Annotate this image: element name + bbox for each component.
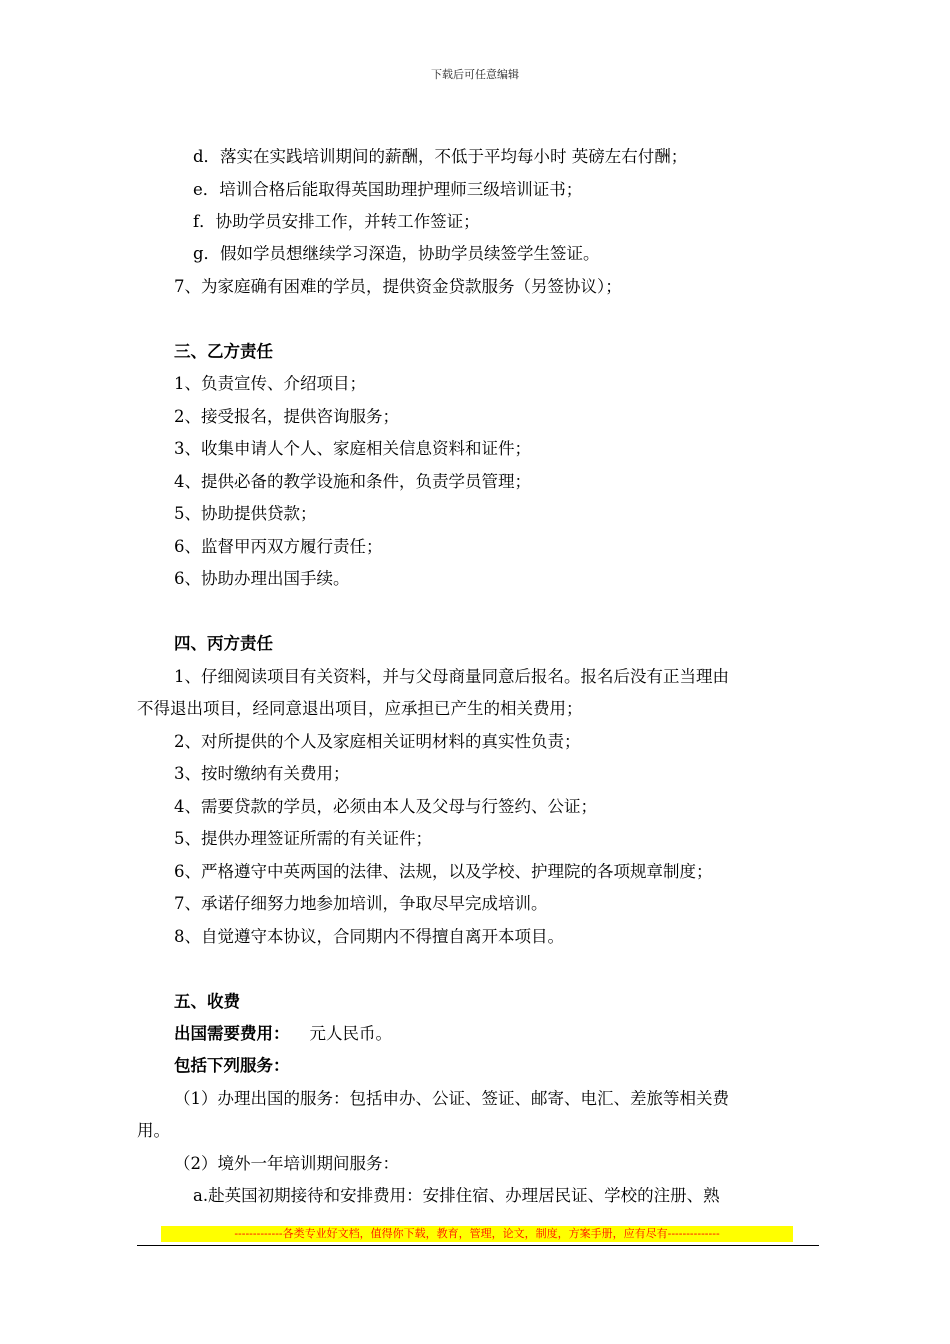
service-item-2a: a.赴英国初期接待和安排费用：安排住宿、办理居民证、学校的注册、熟	[193, 1186, 720, 1205]
fee-value: 元人民币。	[309, 1024, 392, 1043]
party-c-item-8: 8、自觉遵守本协议，合同期内不得擅自离开本项目。	[174, 927, 564, 946]
clause-item-e: e．培训合格后能取得英国助理护理师三级培训证书；	[193, 180, 583, 199]
party-c-item-3: 3、按时缴纳有关费用；	[174, 764, 350, 783]
clause-item-7: 7、为家庭确有困难的学员，提供资金贷款服务（另签协议）；	[174, 277, 622, 296]
section-heading-party-c: 四、丙方责任	[174, 634, 273, 653]
clause-item-f: f．协助学员安排工作，并转工作签证；	[193, 212, 480, 231]
footer-banner: -------------各类专业好文档，值得你下载，教育，管理，论文，制度，方案手册，应有尽有--------------	[161, 1226, 793, 1242]
fee-line	[174, 1023, 392, 1045]
party-b-item-6b: 6、协助办理出国手续。	[174, 569, 350, 588]
party-c-item-7: 7、承诺仔细努力地参加培训，争取尽早完成培训。	[174, 894, 548, 913]
section-heading-fees: 五、收费	[174, 992, 240, 1011]
clause-item-g: g．假如学员想继续学习深造，协助学员续签学生签证。	[193, 244, 600, 263]
party-c-item-6: 6、严格遵守中英两国的法律、法规，以及学校、护理院的各项规章制度；	[174, 862, 713, 881]
party-c-item-5: 5、提供办理签证所需的有关证件；	[174, 829, 432, 848]
clause-item-d: d．落实在实践培训期间的薪酬，不低于平均每小时 英磅左右付酬；	[193, 147, 688, 166]
party-c-item-1: 1、仔细阅读项目有关资料，并与父母商量同意后报名。报名后没有正当理由	[174, 667, 729, 686]
fee-label: 出国需要费用：	[174, 1024, 290, 1043]
party-b-item-6a: 6、监督甲丙双方履行责任；	[174, 537, 383, 556]
service-item-1-cont: 用。	[137, 1121, 170, 1140]
party-c-item-4: 4、需要贷款的学员，必须由本人及父母与行签约、公证；	[174, 797, 597, 816]
footer-divider	[137, 1245, 819, 1246]
party-b-item-2: 2、接受报名，提供咨询服务；	[174, 407, 399, 426]
service-item-1: （1）办理出国的服务：包括申办、公证、签证、邮寄、电汇、差旅等相关费	[174, 1089, 729, 1108]
page-header: 下载后可任意编辑	[431, 68, 519, 81]
party-c-item-1-cont: 不得退出项目，经同意退出项目，应承担已产生的相关费用；	[137, 699, 583, 718]
party-b-item-1: 1、负责宣传、介绍项目；	[174, 374, 366, 393]
party-b-item-3: 3、收集申请人个人、家庭相关信息资料和证件；	[174, 439, 531, 458]
party-b-item-4: 4、提供必备的教学设施和条件，负责学员管理；	[174, 472, 531, 491]
party-c-item-2: 2、对所提供的个人及家庭相关证明材料的真实性负责；	[174, 732, 581, 751]
service-item-2: （2）境外一年培训期间服务：	[174, 1154, 399, 1173]
section-heading-party-b: 三、乙方责任	[174, 342, 273, 361]
services-heading: 包括下列服务：	[174, 1056, 290, 1075]
party-b-item-5: 5、协助提供贷款；	[174, 504, 317, 523]
